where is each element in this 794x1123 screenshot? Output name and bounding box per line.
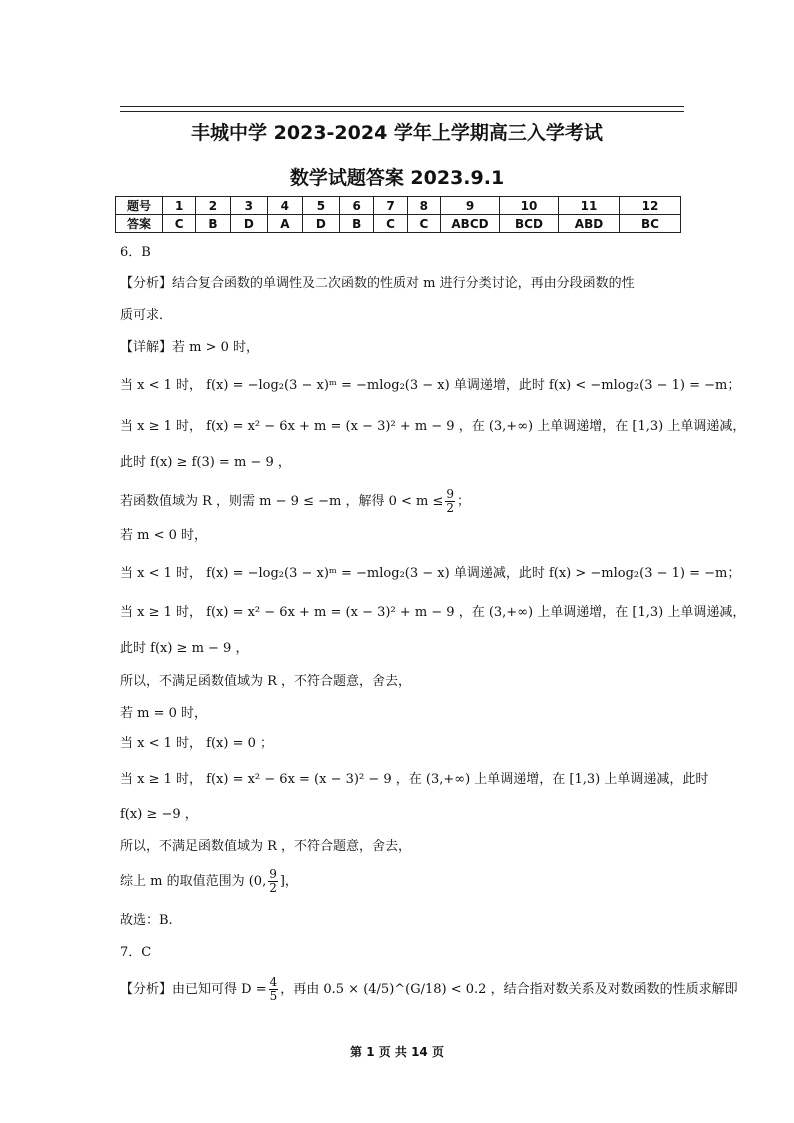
fraction bbox=[268, 868, 278, 895]
solution-line: f(x) ≥ −9 ， bbox=[120, 807, 198, 822]
table-cell: 1 bbox=[163, 197, 196, 215]
solution-text: ； bbox=[457, 494, 471, 509]
table-cell: D bbox=[302, 215, 339, 233]
table-cell: C bbox=[374, 215, 407, 233]
fraction-numerator: 9 bbox=[446, 487, 455, 501]
solution-line: 所以，不满足函数值域为 R ，不符合题意，舍去， bbox=[120, 674, 412, 689]
table-cell: ABD bbox=[559, 215, 620, 233]
analysis-text-part: 【分析】由已知可得 D = bbox=[120, 982, 267, 997]
table-cell: ABCD bbox=[441, 215, 500, 233]
solution-line: 当 x ≥ 1 时， f(x) = x² − 6x = (x − 3)² − 9 ，在 (3,+∞) 上单调递增，在 [1,3) 上单调递减，此时 bbox=[120, 772, 709, 787]
fraction-numerator: 4 bbox=[269, 975, 278, 989]
solution-line: 此时 f(x) ≥ f(3) = m − 9 ， bbox=[120, 455, 291, 470]
solution-line: 所以，不满足函数值域为 R ，不符合题意，舍去， bbox=[120, 839, 412, 854]
table-cell: B bbox=[339, 215, 373, 233]
solution-line: 当 x ≥ 1 时， f(x) = x² − 6x + m = (x − 3)² + m − 9 ，在 (3,+∞) 上单调递增，在 [1,3) 上单调递减， bbox=[120, 419, 746, 434]
page-subtitle: 数学试题答案 2023.9.1 bbox=[289, 167, 505, 189]
table-cell: 2 bbox=[196, 197, 230, 215]
solution-line bbox=[120, 488, 700, 515]
solution-text: 若函数值域为 R ，则需 m − 9 ≤ −m ，解得 0 < m ≤ bbox=[120, 494, 444, 509]
solution-line: 若 m < 0 时， bbox=[120, 528, 208, 543]
solution-line: 当 x < 1 时， f(x) = −log₂(3 − x)ᵐ = −mlog₂(3 − x) 单调递增，此时 f(x) < −mlog₂(3 − 1) = −m； bbox=[120, 378, 741, 393]
table-cell: 6 bbox=[339, 197, 373, 215]
solution-line: 此时 f(x) ≥ m − 9 ， bbox=[120, 641, 249, 656]
table-cell: 11 bbox=[559, 197, 620, 215]
table-header-cell: 题号 bbox=[116, 197, 163, 215]
solution-line: 当 x ≥ 1 时， f(x) = x² − 6x + m = (x − 3)² + m − 9 ，在 (3,+∞) 上单调递增，在 [1,3) 上单调递减， bbox=[120, 605, 746, 620]
table-row-answers bbox=[116, 215, 681, 233]
solution-line: 故选：B. bbox=[120, 913, 173, 928]
solution-text: 综上 m 的取值范围为 (0, bbox=[120, 874, 267, 889]
fraction-numerator: 9 bbox=[269, 867, 277, 881]
table-cell: C bbox=[163, 215, 196, 233]
fraction-denominator: 2 bbox=[269, 881, 277, 895]
table-cell: 12 bbox=[620, 197, 681, 215]
table-header-cell: 答案 bbox=[116, 215, 163, 233]
fraction bbox=[445, 488, 455, 515]
question-number: 6．B bbox=[120, 245, 151, 260]
header-rule-thick bbox=[120, 106, 684, 107]
fraction bbox=[269, 976, 279, 1003]
table-cell: 10 bbox=[500, 197, 559, 215]
table-cell: 9 bbox=[441, 197, 500, 215]
analysis-text bbox=[120, 975, 738, 1003]
solution-line: 当 x < 1 时， f(x) = −log₂(3 − x)ᵐ = −mlog₂(3 − x) 单调递减，此时 f(x) > −mlog₂(3 − 1) = −m； bbox=[120, 566, 741, 581]
page-footer: 第 1 页 共 14 页 bbox=[350, 1045, 444, 1059]
solution-line: 若 m = 0 时， bbox=[120, 706, 208, 721]
answer-table bbox=[115, 196, 681, 233]
table-cell: 5 bbox=[302, 197, 339, 215]
page-title: 丰城中学 2023-2024 学年上学期高三入学考试 bbox=[191, 122, 603, 144]
table-cell: D bbox=[230, 215, 267, 233]
analysis-text: 【分析】结合复合函数的单调性及二次函数的性质对 m 进行分类讨论，再由分段函数的性 bbox=[120, 276, 635, 291]
question-number: 7．C bbox=[120, 945, 152, 960]
solution-line bbox=[120, 868, 700, 895]
table-cell: B bbox=[196, 215, 230, 233]
table-cell: BCD bbox=[500, 215, 559, 233]
solution-line: 当 x < 1 时， f(x) = 0 ； bbox=[120, 736, 274, 751]
solution-text: ]， bbox=[279, 874, 298, 889]
analysis-text: 质可求． bbox=[120, 308, 173, 323]
table-cell: BC bbox=[620, 215, 681, 233]
fraction-denominator: 2 bbox=[446, 501, 455, 515]
table-cell: C bbox=[407, 215, 440, 233]
table-cell: 7 bbox=[374, 197, 407, 215]
table-cell: 4 bbox=[267, 197, 302, 215]
header-rule-thin bbox=[120, 111, 684, 112]
table-row-numbers bbox=[116, 197, 681, 215]
table-cell: 3 bbox=[230, 197, 267, 215]
table-cell: A bbox=[267, 215, 302, 233]
analysis-text-part: ，再由 0.5 × (4/5)^(G/18) < 0.2 ，结合指对数关系及对数函数的性质求解即 bbox=[280, 982, 738, 997]
fraction-denominator: 5 bbox=[269, 989, 278, 1003]
table-cell: 8 bbox=[407, 197, 440, 215]
detail-heading: 【详解】若 m > 0 时， bbox=[120, 340, 260, 355]
